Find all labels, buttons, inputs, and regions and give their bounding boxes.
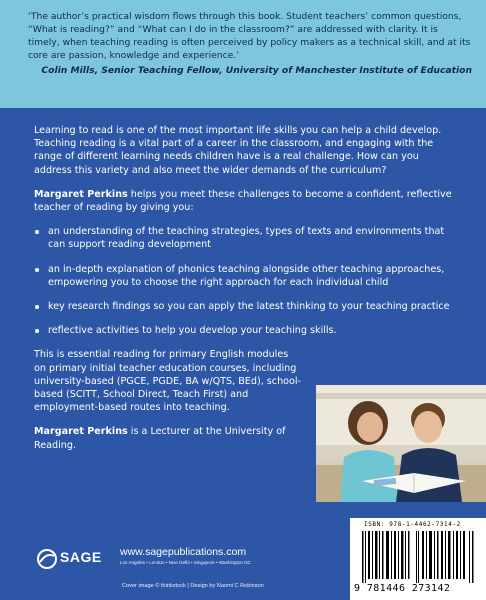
bullet-icon	[35, 268, 39, 272]
bio-text: is a Lecturer at the University of Reading.	[34, 426, 286, 451]
barcode-panel	[350, 518, 486, 600]
isbn-label: ISBN: 978-1-4462-7314-2	[364, 521, 461, 528]
bio-author-name: Margaret Perkins	[34, 426, 128, 438]
lead-author-name: Margaret Perkins	[34, 188, 128, 200]
barcode-icon	[362, 531, 474, 583]
publisher-name: SAGE	[60, 549, 102, 565]
bullet-icon	[35, 305, 39, 309]
publisher-cities: Los Angeles • London • New Delhi • Singapore • Washington DC	[120, 560, 251, 565]
lead-paragraph	[34, 188, 458, 214]
list-item-text: an in-depth explanation of phonics teaching alongside other teaching approaches, empowering you to choose the right approach for each individual child	[48, 263, 445, 288]
children-reading-photo	[316, 385, 486, 502]
list-item	[34, 324, 458, 337]
sage-logo-icon	[36, 548, 58, 570]
intro-paragraph: Learning to read is one of the most important life skills you can help a child develop. Teaching reading is a vital part of a career in the classroom, and engaging with the range of different learning needs children have is a real challenge. How can you address this variety and also meet the wider demands of the curriculum?	[34, 125, 442, 176]
lead-paragraph-text: helps you meet these challenges to become a confident, reflective teacher of reading by giving you:	[34, 188, 452, 214]
bullet-icon	[35, 230, 39, 234]
endorsement-quote: ‘The author’s practical wisdom flows through this book. Student teachers’ common questions, “What is reading?” and “What can I do in the classroom?” are addressed with clarity. It is timely, when teaching reading is often perceived by policy makers as a technical skill, and at its core are passion, knowledge and experience.’	[28, 11, 471, 61]
list-item-text: an understanding of the teaching strategies, types of texts and environments that can support reading development	[48, 226, 445, 251]
list-item	[34, 263, 458, 289]
endorsement-attribution: Colin Mills, Senior Teaching Fellow, University of Manchester Institute of Education	[41, 65, 472, 76]
list-item	[34, 300, 458, 313]
bullet-icon	[35, 329, 39, 333]
cover-credit: Cover image © thinkstock | Design by Naomi C Robinson	[122, 583, 264, 589]
list-item	[34, 225, 458, 251]
author-bio	[34, 425, 302, 451]
publisher-url[interactable]: www.sagepublications.com	[120, 546, 247, 558]
endorsement-quote-box	[0, 0, 486, 108]
essential-reading-paragraph: This is essential reading for primary English modules on primary initial teacher education courses, including university-based (PGCE, PGDE, BA w/QTS, BEd), school-based (SCITT, School Direct, Teach First) and employment-based routes into teaching.	[34, 349, 302, 414]
barcode-number: 9 781446 273142	[354, 583, 451, 594]
benefits-list	[34, 225, 458, 337]
list-item-text: reflective activities to help you develop your teaching skills.	[48, 325, 337, 337]
list-item-text: key research findings so you can apply the latest thinking to your teaching practice	[48, 301, 450, 313]
